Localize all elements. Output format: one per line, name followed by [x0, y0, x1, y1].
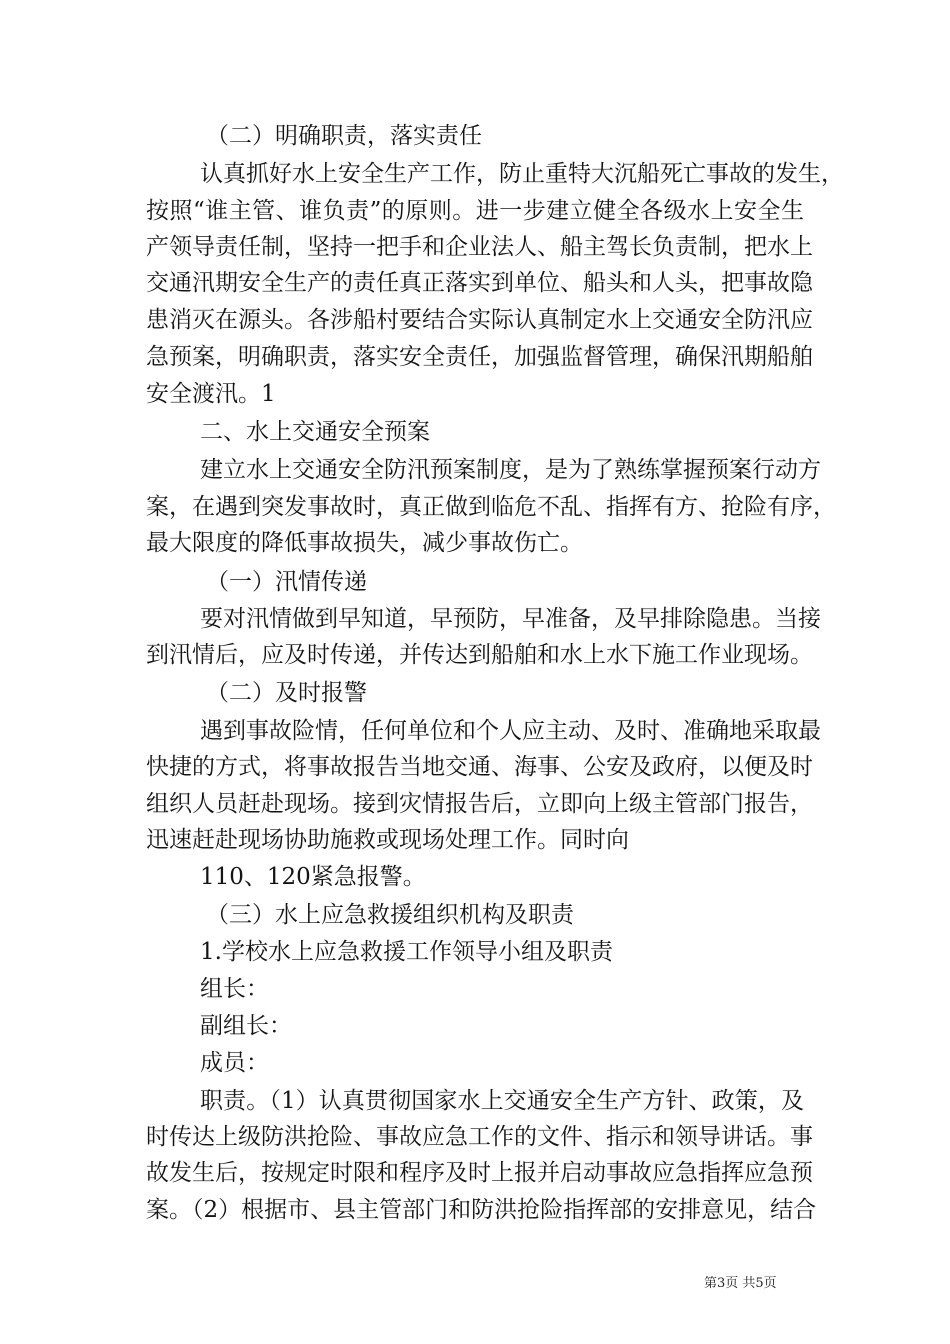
paragraph-line: 到汛情后，应及时传递，并传达到船舶和水上水下施工作业现场。 — [146, 642, 813, 668]
paragraph-line: 急预案，明确职责，落实安全责任，加强监督管理，确保汛期船舶 — [146, 344, 813, 370]
paragraph-line: 迅速赶赴现场协助施救或现场处理工作。同时向 — [146, 827, 629, 853]
members-label: 成员： — [200, 1050, 269, 1076]
subheading-rescue-organization: （三）水上应急救援组织机构及职责 — [206, 902, 574, 928]
paragraph-line: 组织人员赶赴现场。接到灾情报告后，立即向上级主管部门报告， — [146, 791, 813, 817]
paragraph-line: 安全渡汛。1 — [146, 381, 276, 407]
subheading-flood-info: （一）汛情传递 — [206, 569, 367, 595]
group-leader-label: 组长： — [200, 976, 269, 1002]
paragraph-line: 要对汛情做到早知道，早预防，早准备，及早排除隐患。当接 — [200, 606, 821, 632]
paragraph-line: 最大限度的降低事故损失，减少事故伤亡。 — [146, 530, 583, 556]
subheading-leading-group: 1.学校水上应急救援工作领导小组及职责 — [200, 939, 613, 965]
paragraph-line: 按照“谁主管、谁负责”的原则。进一步建立健全各级水上安全生 — [146, 198, 804, 224]
paragraph-line: 时传达上级防洪抢险、事故应急工作的文件、指示和领导讲话。事 — [146, 1124, 813, 1150]
section-heading-water-traffic-plan: 二、水上交通安全预案 — [200, 419, 430, 445]
paragraph-line: 案。（2）根据市、县主管部门和防洪抢险指挥部的安排意见，结合 — [146, 1197, 817, 1223]
paragraph-line: 快捷的方式，将事故报告当地交通、海事、公安及政府，以便及时 — [146, 754, 813, 780]
paragraph-line: 遇到事故险情，任何单位和个人应主动、及时、准确地采取最 — [200, 718, 821, 744]
subheading-timely-alarm: （二）及时报警 — [206, 680, 367, 706]
paragraph-line: 认真抓好水上安全生产工作，防止重特大沉船死亡事故的发生， — [200, 161, 844, 187]
paragraph-line: 案，在遇到突发事故时，真正做到临危不乱、指挥有方、抢险有序， — [146, 494, 836, 520]
paragraph-line: 建立水上交通安全防汛预案制度，是为了熟练掌握预案行动方 — [200, 457, 821, 483]
subheading-clarify-duties: （二）明确职责，落实责任 — [206, 123, 482, 149]
paragraph-line: 产领导责任制，坚持一把手和企业法人、船主驾长负责制，把水上 — [146, 234, 813, 260]
paragraph-line: 110、120紧急报警。 — [200, 864, 426, 890]
deputy-leader-label: 副组长： — [200, 1013, 292, 1039]
paragraph-line: 交通汛期安全生产的责任真正落实到单位、船头和人头，把事故隐 — [146, 270, 813, 296]
paragraph-line: 职责。（1）认真贯彻国家水上交通安全生产方针、政策，及 — [200, 1088, 804, 1114]
page-number-footer: 第3页 共5页 — [704, 1276, 777, 1291]
paragraph-line: 故发生后，按规定时限和程序及时上报并启动事故应急指挥应急预 — [146, 1160, 813, 1186]
paragraph-line: 患消灭在源头。各涉船村要结合实际认真制定水上交通安全防汛应 — [146, 307, 813, 333]
